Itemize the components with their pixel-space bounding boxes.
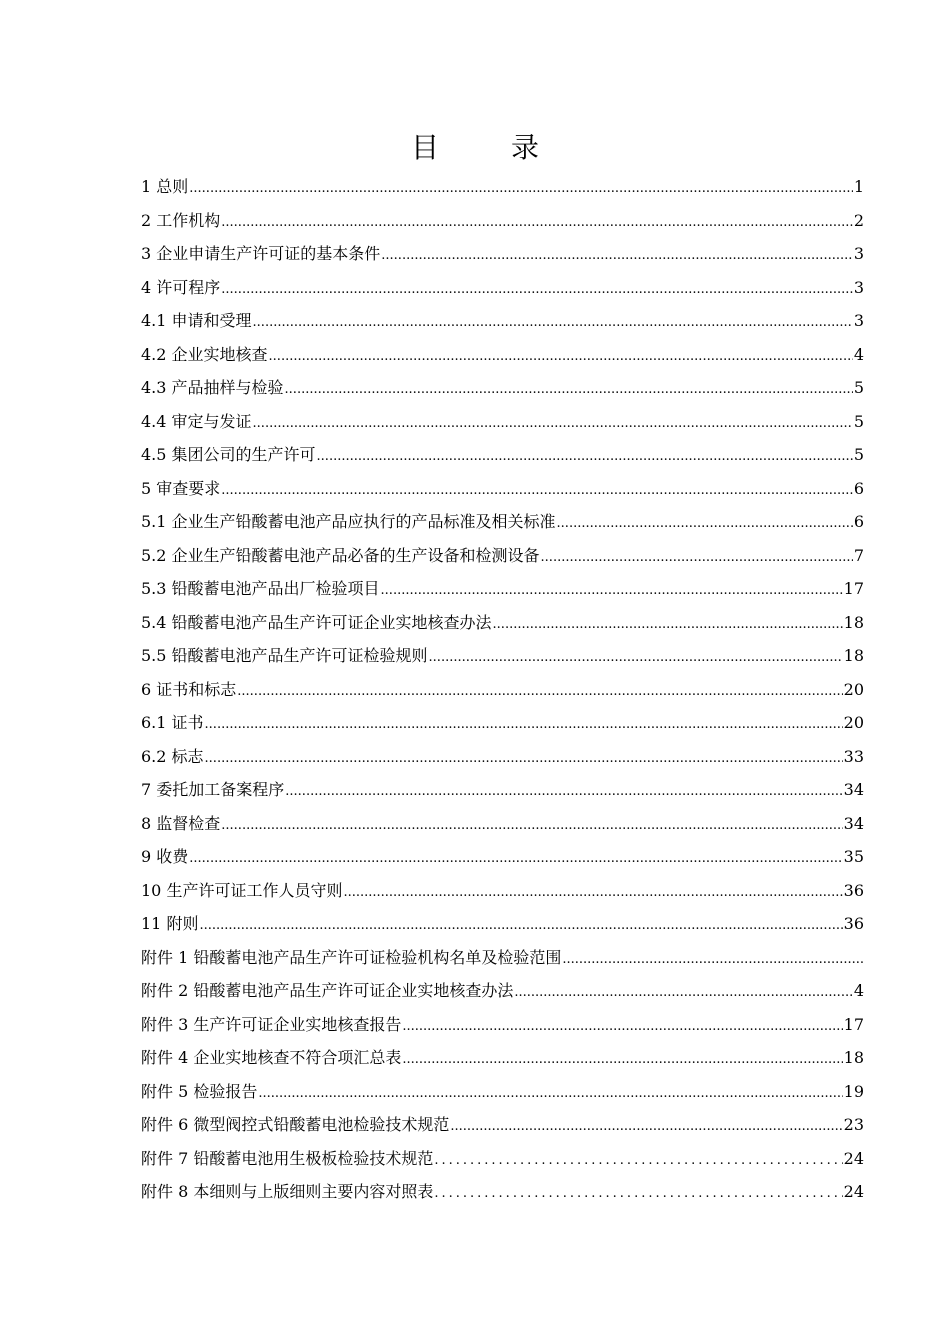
toc-entry-page-number: 3 [853, 244, 864, 263]
toc-entry[interactable] [141, 840, 864, 874]
toc-dot-leader [450, 1110, 842, 1144]
toc-dot-leader [493, 608, 843, 642]
toc-entry-page-number: 23 [843, 1115, 864, 1134]
toc-entry-label: 6.1 证书 [141, 713, 204, 732]
toc-entry-page-number: 3 [853, 311, 864, 330]
toc-entry-label: 附件 1 铅酸蓄电池产品生产许可证检验机构名单及检验范围 [141, 947, 562, 967]
toc-entry-label: 9 收费 [141, 847, 189, 866]
toc-entry-page-number: 4 [853, 981, 864, 1000]
toc-dot-leader [434, 1144, 842, 1178]
toc-entry[interactable] [141, 1142, 864, 1176]
toc-entry-page-number: 5 [853, 445, 864, 464]
toc-dot-leader [269, 340, 853, 374]
toc-dot-leader [221, 206, 853, 240]
toc-entry-page-number: 36 [843, 914, 864, 933]
toc-entry-label: 5.5 铅酸蓄电池产品生产许可证检验规则 [141, 646, 428, 665]
toc-entry[interactable] [141, 639, 864, 673]
toc-dot-leader [221, 273, 853, 307]
toc-entry-page-number: 2 [853, 210, 864, 230]
toc-entry-page-number: 20 [843, 713, 864, 732]
toc-entry[interactable] [141, 405, 864, 439]
toc-entry-page-number: 17 [843, 579, 864, 598]
toc-entry[interactable] [141, 304, 864, 338]
toc-entry-label: 6.2 标志 [141, 746, 204, 766]
toc-entry-page-number: 6 [853, 478, 864, 498]
toc-entry-label: 附件 8 本细则与上版细则主要内容对照表 [141, 1182, 434, 1201]
toc-dot-leader [557, 507, 853, 541]
toc-entry-page-number: 33 [843, 746, 864, 766]
toc-entry-label: 4.2 企业实地核查 [141, 344, 268, 364]
toc-dot-leader [285, 775, 842, 809]
toc-dot-leader [189, 172, 853, 206]
toc-dot-leader [237, 675, 842, 709]
toc-entry[interactable] [141, 204, 864, 238]
toc-dot-leader [285, 373, 853, 407]
toc-entry-page-number: 4 [853, 344, 864, 364]
toc-entry[interactable] [141, 1108, 864, 1142]
toc-entry[interactable] [141, 706, 864, 740]
toc-dot-leader [221, 474, 853, 508]
toc-dot-leader [541, 541, 853, 575]
toc-entry-page-number: 6 [853, 512, 864, 531]
toc-entry-label: 5.2 企业生产铅酸蓄电池产品必备的生产设备和检测设备 [141, 545, 540, 565]
toc-entry[interactable] [141, 907, 864, 941]
toc-dot-leader [343, 876, 842, 910]
toc-entry[interactable] [141, 606, 864, 640]
toc-entry-label: 附件 3 生产许可证企业实地核查报告 [141, 1014, 402, 1034]
toc-entry-label: 5 审查要求 [141, 478, 221, 498]
toc-entry-page-number: 5 [853, 378, 864, 397]
toc-dot-leader [205, 742, 843, 776]
toc-entry[interactable] [141, 338, 864, 372]
toc-entry-page-number: 7 [853, 545, 864, 565]
toc-dot-leader [253, 306, 853, 340]
toc-entry-label: 附件 5 检验报告 [141, 1081, 258, 1101]
toc-entry[interactable] [141, 472, 864, 506]
toc-dot-leader [205, 708, 843, 742]
toc-entry[interactable] [141, 740, 864, 774]
toc-entry[interactable] [141, 1175, 864, 1209]
toc-entry-label: 8 监督检查 [141, 813, 221, 833]
toc-entry-label: 5.1 企业生产铅酸蓄电池产品应执行的产品标准及相关标准 [141, 512, 556, 531]
toc-entry-page-number: 17 [843, 1014, 864, 1034]
toc-entry-page-number: 5 [853, 411, 864, 431]
toc-entry[interactable] [141, 1008, 864, 1042]
toc-entry-page-number: 20 [843, 679, 864, 699]
toc-entry[interactable] [141, 237, 864, 271]
toc-entry[interactable] [141, 170, 864, 204]
toc-dot-leader [429, 641, 843, 675]
toc-dot-leader [381, 574, 843, 608]
toc-entry-page-number: 36 [843, 880, 864, 900]
toc-entry-page-number: 3 [853, 277, 864, 297]
toc-dot-leader [434, 1177, 842, 1211]
toc-dot-leader [253, 407, 853, 441]
toc-entry-label: 7 委托加工备案程序 [141, 780, 285, 799]
toc-dot-leader [402, 1010, 842, 1044]
toc-entry-label: 附件 6 微型阀控式铅酸蓄电池检验技术规范 [141, 1115, 450, 1134]
toc-title: 目 录 [410, 131, 561, 164]
toc-entry[interactable] [141, 371, 864, 405]
toc-entry-label: 10 生产许可证工作人员守则 [141, 880, 343, 900]
toc-entry-label: 11 附则 [141, 914, 199, 933]
toc-entry-label: 4.4 审定与发证 [141, 411, 252, 431]
toc-entry-label: 4 许可程序 [141, 277, 221, 297]
toc-entry-page-number: 24 [843, 1148, 864, 1168]
toc-entry-page-number: 18 [843, 646, 864, 665]
toc-entry-page-number: 34 [843, 813, 864, 833]
toc-entry-page-number: 18 [843, 612, 864, 632]
toc-dot-leader [402, 1043, 842, 1077]
toc-entry-label: 6 证书和标志 [141, 679, 237, 699]
toc-entry[interactable] [141, 773, 864, 807]
toc-dot-leader [562, 943, 863, 977]
toc-dot-leader [317, 440, 853, 474]
toc-entry-page-number: 35 [843, 847, 864, 866]
toc-dot-leader [258, 1077, 842, 1111]
toc-dot-leader [199, 909, 842, 943]
toc-entry-label: 2 工作机构 [141, 210, 221, 230]
toc-entry-label: 5.3 铅酸蓄电池产品出厂检验项目 [141, 579, 380, 598]
toc-entry-label: 4.1 申请和受理 [141, 311, 252, 330]
toc-entry-label: 4.3 产品抽样与检验 [141, 378, 284, 397]
toc-entry-label: 附件 7 铅酸蓄电池用生极板检验技术规范 [141, 1148, 434, 1168]
toc-entry-page-number: 19 [843, 1081, 864, 1101]
toc-entry-page-number: 1 [853, 177, 864, 196]
toc-entry-page-number: 24 [843, 1182, 864, 1201]
toc-entry[interactable] [141, 874, 864, 908]
toc-entry[interactable] [141, 974, 864, 1008]
toc-entry[interactable] [141, 807, 864, 841]
toc-entry-label: 3 企业申请生产许可证的基本条件 [141, 244, 381, 263]
toc-entry[interactable] [141, 1075, 864, 1109]
toc-entry-label: 4.5 集团公司的生产许可 [141, 445, 316, 464]
toc-entry-page-number: 34 [843, 780, 864, 799]
toc-entry[interactable] [141, 539, 864, 573]
toc-entry[interactable] [141, 941, 864, 975]
toc-dot-leader [514, 976, 852, 1010]
toc-entry[interactable] [141, 572, 864, 606]
toc-entry-label: 附件 2 铅酸蓄电池产品生产许可证企业实地核查办法 [141, 981, 514, 1000]
toc-entry-label: 附件 4 企业实地核查不符合项汇总表 [141, 1048, 402, 1067]
toc-entry-label: 1 总则 [141, 177, 189, 196]
toc-dot-leader [381, 239, 853, 273]
toc-dot-leader [221, 809, 842, 843]
toc-entry[interactable] [141, 505, 864, 539]
toc-entry[interactable] [141, 673, 864, 707]
toc-entry-label: 5.4 铅酸蓄电池产品生产许可证企业实地核查办法 [141, 612, 492, 632]
toc-entry[interactable] [141, 1041, 864, 1075]
toc-dot-leader [189, 842, 842, 876]
toc-list [141, 170, 864, 1209]
toc-entry-page-number: 18 [843, 1048, 864, 1067]
toc-entry[interactable] [141, 271, 864, 305]
toc-entry[interactable] [141, 438, 864, 472]
